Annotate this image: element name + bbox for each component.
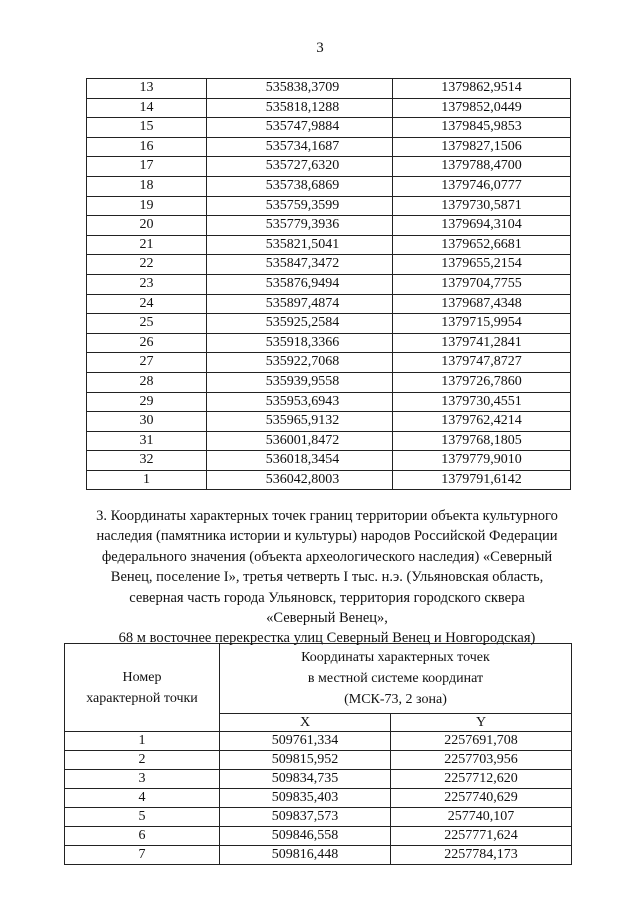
point-number-cell: 19: [87, 196, 207, 216]
caption-line: федерального значения (объекта археологического наследия) «Северный: [101, 548, 553, 565]
table-row: [87, 372, 571, 392]
x-coordinate-cell: 509761,334: [220, 732, 391, 751]
header-coordinates-line: в местной системе координат: [307, 671, 484, 686]
caption-line: наследия (памятника истории и культуры) народов Российской Федерации: [96, 528, 558, 545]
header-point-number: [65, 644, 220, 732]
point-number-cell: 6: [65, 827, 220, 846]
y-coordinate-cell: 1379746,0777: [393, 176, 571, 196]
y-coordinate-cell: 1379652,6681: [393, 235, 571, 255]
y-coordinate-cell: 1379827,1506: [393, 137, 571, 157]
table-row: [87, 255, 571, 275]
point-number-cell: 24: [87, 294, 207, 314]
x-coordinate-cell: 509846,558: [220, 827, 391, 846]
point-number-cell: 22: [87, 255, 207, 275]
y-coordinate-cell: 1379687,4348: [393, 294, 571, 314]
table-header: [65, 644, 572, 732]
point-number-cell: 7: [65, 846, 220, 865]
x-coordinate-cell: 535738,6869: [207, 176, 393, 196]
caption-line: «Северный Венец»,: [266, 610, 388, 627]
point-number-cell: 4: [65, 789, 220, 808]
y-coordinate-cell: 1379762,4214: [393, 412, 571, 432]
y-coordinate-cell: 2257740,629: [391, 789, 572, 808]
point-number-cell: 30: [87, 412, 207, 432]
y-coordinate-cell: 1379747,8727: [393, 353, 571, 373]
table-row: [87, 98, 571, 118]
y-coordinate-cell: 1379741,2841: [393, 333, 571, 353]
point-number-cell: 1: [65, 732, 220, 751]
point-number-cell: 21: [87, 235, 207, 255]
point-number-cell: 32: [87, 451, 207, 471]
y-coordinate-cell: 1379704,7755: [393, 274, 571, 294]
point-number-cell: 17: [87, 157, 207, 177]
point-number-cell: 15: [87, 118, 207, 138]
table-row: [87, 470, 571, 490]
table-row: [87, 118, 571, 138]
y-coordinate-cell: 2257691,708: [391, 732, 572, 751]
table-row: [87, 196, 571, 216]
x-coordinate-cell: 509815,952: [220, 751, 391, 770]
point-number-cell: 2: [65, 751, 220, 770]
header-point-number-line: Номер: [122, 669, 162, 685]
x-coordinate-cell: 535847,3472: [207, 255, 393, 275]
table-row: [87, 431, 571, 451]
y-coordinate-cell: 1379845,9853: [393, 118, 571, 138]
x-coordinate-cell: 535818,1288: [207, 98, 393, 118]
table-row: [87, 333, 571, 353]
y-coordinate-cell: 1379852,0449: [393, 98, 571, 118]
x-coordinate-cell: 536018,3454: [207, 451, 393, 471]
coordinates-table-body: [65, 732, 572, 865]
y-coordinate-cell: 1379694,3104: [393, 216, 571, 236]
y-coordinate-cell: 1379715,9954: [393, 314, 571, 334]
table-row: [87, 294, 571, 314]
table-row: [87, 451, 571, 471]
table-row: [87, 176, 571, 196]
coordinates-table-continued: [86, 78, 571, 490]
coordinates-table-body: [87, 79, 571, 490]
point-number-cell: 31: [87, 431, 207, 451]
table-row: [65, 808, 572, 827]
point-number-cell: 18: [87, 176, 207, 196]
x-coordinate-cell: 535922,7068: [207, 353, 393, 373]
y-coordinate-cell: 1379791,6142: [393, 470, 571, 490]
y-coordinate-cell: 1379730,5871: [393, 196, 571, 216]
y-coordinate-cell: 2257784,173: [391, 846, 572, 865]
point-number-cell: 5: [65, 808, 220, 827]
table-row: [87, 157, 571, 177]
y-coordinate-cell: 1379726,7860: [393, 372, 571, 392]
point-number-cell: 25: [87, 314, 207, 334]
point-number-cell: 3: [65, 770, 220, 789]
x-coordinate-cell: 535734,1687: [207, 137, 393, 157]
y-coordinate-cell: 1379862,9514: [393, 79, 571, 99]
x-coordinate-cell: 535965,9132: [207, 412, 393, 432]
x-coordinate-cell: 536042,8003: [207, 470, 393, 490]
page-number: 3: [316, 40, 324, 56]
point-number-cell: 14: [87, 98, 207, 118]
x-coordinate-cell: 535876,9494: [207, 274, 393, 294]
point-number-cell: 16: [87, 137, 207, 157]
table-row: [65, 827, 572, 846]
x-coordinate-cell: 536001,8472: [207, 431, 393, 451]
point-number-cell: 27: [87, 353, 207, 373]
point-number-cell: 29: [87, 392, 207, 412]
table-row: [87, 137, 571, 157]
table-row: [65, 732, 572, 751]
x-coordinate-cell: 535897,4874: [207, 294, 393, 314]
x-coordinate-cell: 509834,735: [220, 770, 391, 789]
x-coordinate-cell: 509835,403: [220, 789, 391, 808]
y-coordinate-cell: 1379730,4551: [393, 392, 571, 412]
caption-line: 3. Координаты характерных точек границ территории объекта культурного: [96, 508, 558, 524]
point-number-cell: 13: [87, 79, 207, 99]
table-row: [65, 846, 572, 865]
header-coordinates-line: (МСК-73, 2 зона): [344, 692, 447, 707]
x-coordinate-cell: 535953,6943: [207, 392, 393, 412]
y-coordinate-cell: 2257771,624: [391, 827, 572, 846]
x-coordinate-cell: 535759,3599: [207, 196, 393, 216]
y-coordinate-cell: 2257712,620: [391, 770, 572, 789]
point-number-cell: 26: [87, 333, 207, 353]
table-row: [65, 751, 572, 770]
table-row: [87, 235, 571, 255]
coordinates-table-section-3: [64, 643, 572, 865]
table-row: [87, 412, 571, 432]
x-coordinate-cell: 535727,6320: [207, 157, 393, 177]
point-number-cell: 1: [87, 470, 207, 490]
x-coordinate-cell: 509816,448: [220, 846, 391, 865]
header-x: X: [220, 714, 391, 732]
x-coordinate-cell: 535821,5041: [207, 235, 393, 255]
point-number-cell: 28: [87, 372, 207, 392]
x-coordinate-cell: 535939,9558: [207, 372, 393, 392]
header-coordinates: [220, 644, 572, 714]
y-coordinate-cell: 1379779,9010: [393, 451, 571, 471]
y-coordinate-cell: 1379655,2154: [393, 255, 571, 275]
x-coordinate-cell: 535918,3366: [207, 333, 393, 353]
y-coordinate-cell: 2257703,956: [391, 751, 572, 770]
y-coordinate-cell: 257740,107: [391, 808, 572, 827]
table-row: [65, 789, 572, 808]
section-3-caption: [78, 506, 576, 649]
caption-line: северная часть города Ульяновск, территория городского сквера: [129, 589, 525, 606]
x-coordinate-cell: 535747,9884: [207, 118, 393, 138]
table-row: [87, 79, 571, 99]
header-coordinates-line: Координаты характерных точек: [301, 650, 490, 665]
table-row: [65, 770, 572, 789]
header-point-number-line: характерной точки: [86, 690, 198, 706]
table-row: [87, 314, 571, 334]
table-row: [87, 216, 571, 236]
point-number-cell: 20: [87, 216, 207, 236]
table-row: [87, 353, 571, 373]
x-coordinate-cell: 535838,3709: [207, 79, 393, 99]
x-coordinate-cell: 535925,2584: [207, 314, 393, 334]
x-coordinate-cell: 509837,573: [220, 808, 391, 827]
table-row: [87, 274, 571, 294]
y-coordinate-cell: 1379788,4700: [393, 157, 571, 177]
caption-line: Венец, поселение I», третья четверть I тыс. н.э. (Ульяновская область,: [110, 569, 544, 586]
table-row: [87, 392, 571, 412]
x-coordinate-cell: 535779,3936: [207, 216, 393, 236]
caption-line: 68 м восточнее перекрестка улиц Северный Венец и Новгородская): [118, 630, 536, 647]
header-y: Y: [391, 714, 572, 732]
y-coordinate-cell: 1379768,1805: [393, 431, 571, 451]
point-number-cell: 23: [87, 274, 207, 294]
